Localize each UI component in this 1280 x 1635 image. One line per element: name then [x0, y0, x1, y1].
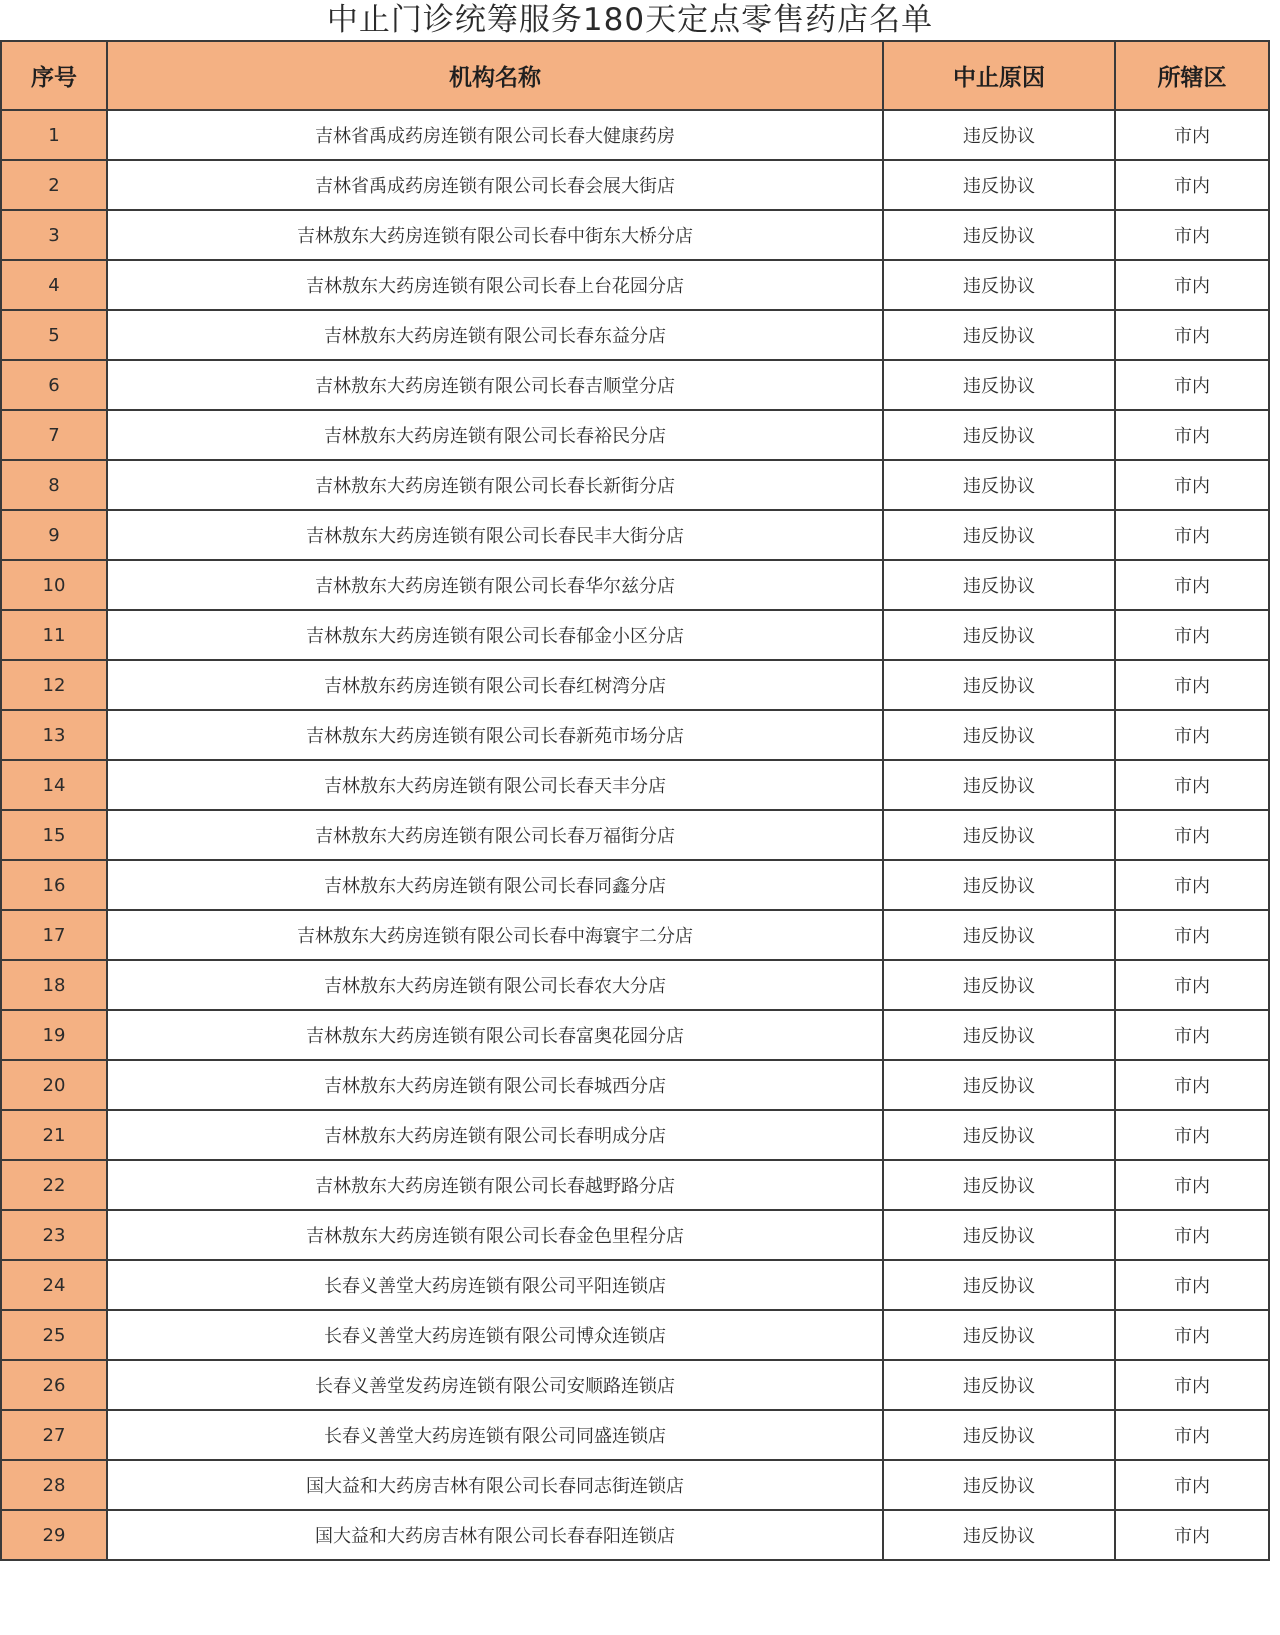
cell-institution-name: 吉林敖东大药房连锁有限公司长春吉顺堂分店 — [107, 360, 883, 410]
cell-district: 市内 — [1115, 1360, 1269, 1410]
cell-district: 市内 — [1115, 710, 1269, 760]
cell-index: 28 — [1, 1460, 107, 1510]
header-index: 序号 — [1, 41, 107, 110]
table-row — [1, 1460, 1269, 1510]
cell-index: 23 — [1, 1210, 107, 1260]
table-row — [1, 210, 1269, 260]
table-row — [1, 1260, 1269, 1310]
cell-index: 19 — [1, 1010, 107, 1060]
cell-district: 市内 — [1115, 210, 1269, 260]
table-row — [1, 460, 1269, 510]
cell-district: 市内 — [1115, 1210, 1269, 1260]
table-row — [1, 110, 1269, 160]
cell-index: 24 — [1, 1260, 107, 1310]
cell-index: 22 — [1, 1160, 107, 1210]
cell-index: 27 — [1, 1410, 107, 1460]
cell-suspension-reason: 违反协议 — [883, 760, 1115, 810]
cell-district: 市内 — [1115, 860, 1269, 910]
pharmacy-table-container — [0, 40, 1268, 1561]
header-district: 所辖区 — [1115, 41, 1269, 110]
cell-district: 市内 — [1115, 360, 1269, 410]
header-row — [1, 41, 1269, 110]
cell-suspension-reason: 违反协议 — [883, 310, 1115, 360]
cell-suspension-reason: 违反协议 — [883, 1260, 1115, 1310]
cell-index: 11 — [1, 610, 107, 660]
cell-institution-name: 长春义善堂大药房连锁有限公司博众连锁店 — [107, 1310, 883, 1360]
cell-institution-name: 吉林敖东大药房连锁有限公司长春郁金小区分店 — [107, 610, 883, 660]
cell-district: 市内 — [1115, 260, 1269, 310]
table-row — [1, 410, 1269, 460]
cell-index: 12 — [1, 660, 107, 710]
cell-institution-name: 长春义善堂大药房连锁有限公司平阳连锁店 — [107, 1260, 883, 1310]
table-row — [1, 1060, 1269, 1110]
cell-institution-name: 吉林省禹成药房连锁有限公司长春会展大街店 — [107, 160, 883, 210]
cell-suspension-reason: 违反协议 — [883, 210, 1115, 260]
cell-index: 4 — [1, 260, 107, 310]
cell-suspension-reason: 违反协议 — [883, 1510, 1115, 1560]
cell-index: 9 — [1, 510, 107, 560]
cell-index: 26 — [1, 1360, 107, 1410]
cell-index: 21 — [1, 1110, 107, 1160]
cell-suspension-reason: 违反协议 — [883, 360, 1115, 410]
cell-suspension-reason: 违反协议 — [883, 410, 1115, 460]
cell-index: 29 — [1, 1510, 107, 1560]
table-row — [1, 760, 1269, 810]
cell-district: 市内 — [1115, 1510, 1269, 1560]
table-row — [1, 660, 1269, 710]
cell-institution-name: 吉林敖东大药房连锁有限公司长春城西分店 — [107, 1060, 883, 1110]
cell-institution-name: 吉林敖东大药房连锁有限公司长春金色里程分店 — [107, 1210, 883, 1260]
table-header — [1, 41, 1269, 110]
cell-institution-name: 国大益和大药房吉林有限公司长春同志街连锁店 — [107, 1460, 883, 1510]
cell-suspension-reason: 违反协议 — [883, 710, 1115, 760]
cell-district: 市内 — [1115, 760, 1269, 810]
cell-district: 市内 — [1115, 460, 1269, 510]
cell-index: 15 — [1, 810, 107, 860]
table-row — [1, 310, 1269, 360]
cell-institution-name: 吉林敖东大药房连锁有限公司长春富奥花园分店 — [107, 1010, 883, 1060]
cell-suspension-reason: 违反协议 — [883, 1060, 1115, 1110]
cell-institution-name: 吉林敖东大药房连锁有限公司长春天丰分店 — [107, 760, 883, 810]
table-row — [1, 1510, 1269, 1560]
cell-index: 17 — [1, 910, 107, 960]
cell-district: 市内 — [1115, 1460, 1269, 1510]
cell-district: 市内 — [1115, 960, 1269, 1010]
cell-suspension-reason: 违反协议 — [883, 510, 1115, 560]
cell-institution-name: 吉林敖东大药房连锁有限公司长春万福街分店 — [107, 810, 883, 860]
cell-institution-name: 长春义善堂发药房连锁有限公司安顺路连锁店 — [107, 1360, 883, 1410]
cell-index: 5 — [1, 310, 107, 360]
cell-district: 市内 — [1115, 1160, 1269, 1210]
table-body — [1, 110, 1269, 1560]
cell-district: 市内 — [1115, 110, 1269, 160]
cell-suspension-reason: 违反协议 — [883, 660, 1115, 710]
table-row — [1, 1410, 1269, 1460]
cell-district: 市内 — [1115, 560, 1269, 610]
cell-index: 13 — [1, 710, 107, 760]
table-row — [1, 610, 1269, 660]
cell-institution-name: 吉林敖东大药房连锁有限公司长春东益分店 — [107, 310, 883, 360]
cell-suspension-reason: 违反协议 — [883, 910, 1115, 960]
cell-district: 市内 — [1115, 1110, 1269, 1160]
cell-index: 7 — [1, 410, 107, 460]
table-row — [1, 810, 1269, 860]
cell-district: 市内 — [1115, 1010, 1269, 1060]
table-row — [1, 1210, 1269, 1260]
cell-institution-name: 吉林敖东大药房连锁有限公司长春中街东大桥分店 — [107, 210, 883, 260]
table-row — [1, 710, 1269, 760]
cell-institution-name: 吉林敖东大药房连锁有限公司长春越野路分店 — [107, 1160, 883, 1210]
cell-suspension-reason: 违反协议 — [883, 960, 1115, 1010]
cell-district: 市内 — [1115, 1260, 1269, 1310]
cell-district: 市内 — [1115, 910, 1269, 960]
table-row — [1, 910, 1269, 960]
table-row — [1, 1310, 1269, 1360]
cell-institution-name: 吉林敖东大药房连锁有限公司长春中海寰宇二分店 — [107, 910, 883, 960]
cell-suspension-reason: 违反协议 — [883, 1360, 1115, 1410]
table-row — [1, 1110, 1269, 1160]
cell-index: 3 — [1, 210, 107, 260]
cell-district: 市内 — [1115, 610, 1269, 660]
cell-district: 市内 — [1115, 1410, 1269, 1460]
cell-suspension-reason: 违反协议 — [883, 1460, 1115, 1510]
table-row — [1, 260, 1269, 310]
table-row — [1, 560, 1269, 610]
cell-suspension-reason: 违反协议 — [883, 1310, 1115, 1360]
cell-district: 市内 — [1115, 810, 1269, 860]
page-title: 中止门诊统筹服务180天定点零售药店名单 — [326, 2, 934, 38]
cell-suspension-reason: 违反协议 — [883, 160, 1115, 210]
table-row — [1, 1360, 1269, 1410]
cell-suspension-reason: 违反协议 — [883, 1110, 1115, 1160]
cell-district: 市内 — [1115, 660, 1269, 710]
cell-index: 1 — [1, 110, 107, 160]
cell-institution-name: 吉林敖东大药房连锁有限公司长春同鑫分店 — [107, 860, 883, 910]
header-institution-name: 机构名称 — [107, 41, 883, 110]
cell-index: 8 — [1, 460, 107, 510]
cell-suspension-reason: 违反协议 — [883, 110, 1115, 160]
cell-suspension-reason: 违反协议 — [883, 1410, 1115, 1460]
cell-suspension-reason: 违反协议 — [883, 1210, 1115, 1260]
cell-suspension-reason: 违反协议 — [883, 610, 1115, 660]
cell-institution-name: 国大益和大药房吉林有限公司长春春阳连锁店 — [107, 1510, 883, 1560]
pharmacy-table — [0, 40, 1270, 1561]
table-row — [1, 160, 1269, 210]
cell-suspension-reason: 违反协议 — [883, 1010, 1115, 1060]
cell-index: 18 — [1, 960, 107, 1010]
cell-institution-name: 吉林敖东大药房连锁有限公司长春上台花园分店 — [107, 260, 883, 310]
table-row — [1, 1010, 1269, 1060]
table-row — [1, 510, 1269, 560]
cell-institution-name: 吉林敖东药房连锁有限公司长春红树湾分店 — [107, 660, 883, 710]
cell-index: 2 — [1, 160, 107, 210]
cell-index: 6 — [1, 360, 107, 410]
cell-suspension-reason: 违反协议 — [883, 1160, 1115, 1210]
cell-index: 16 — [1, 860, 107, 910]
cell-suspension-reason: 违反协议 — [883, 260, 1115, 310]
cell-institution-name: 吉林敖东大药房连锁有限公司长春长新街分店 — [107, 460, 883, 510]
cell-institution-name: 吉林省禹成药房连锁有限公司长春大健康药房 — [107, 110, 883, 160]
cell-institution-name: 吉林敖东大药房连锁有限公司长春裕民分店 — [107, 410, 883, 460]
cell-suspension-reason: 违反协议 — [883, 560, 1115, 610]
cell-district: 市内 — [1115, 410, 1269, 460]
cell-index: 14 — [1, 760, 107, 810]
cell-suspension-reason: 违反协议 — [883, 860, 1115, 910]
cell-institution-name: 吉林敖东大药房连锁有限公司长春明成分店 — [107, 1110, 883, 1160]
cell-index: 25 — [1, 1310, 107, 1360]
cell-district: 市内 — [1115, 510, 1269, 560]
cell-institution-name: 吉林敖东大药房连锁有限公司长春华尔兹分店 — [107, 560, 883, 610]
cell-suspension-reason: 违反协议 — [883, 810, 1115, 860]
table-row — [1, 960, 1269, 1010]
cell-district: 市内 — [1115, 310, 1269, 360]
cell-district: 市内 — [1115, 160, 1269, 210]
cell-district: 市内 — [1115, 1310, 1269, 1360]
cell-institution-name: 吉林敖东大药房连锁有限公司长春农大分店 — [107, 960, 883, 1010]
cell-institution-name: 长春义善堂大药房连锁有限公司同盛连锁店 — [107, 1410, 883, 1460]
cell-district: 市内 — [1115, 1060, 1269, 1110]
table-row — [1, 360, 1269, 410]
table-row — [1, 1160, 1269, 1210]
cell-index: 20 — [1, 1060, 107, 1110]
header-suspension-reason: 中止原因 — [883, 41, 1115, 110]
cell-index: 10 — [1, 560, 107, 610]
cell-suspension-reason: 违反协议 — [883, 460, 1115, 510]
table-row — [1, 860, 1269, 910]
cell-institution-name: 吉林敖东大药房连锁有限公司长春新苑市场分店 — [107, 710, 883, 760]
cell-institution-name: 吉林敖东大药房连锁有限公司长春民丰大街分店 — [107, 510, 883, 560]
